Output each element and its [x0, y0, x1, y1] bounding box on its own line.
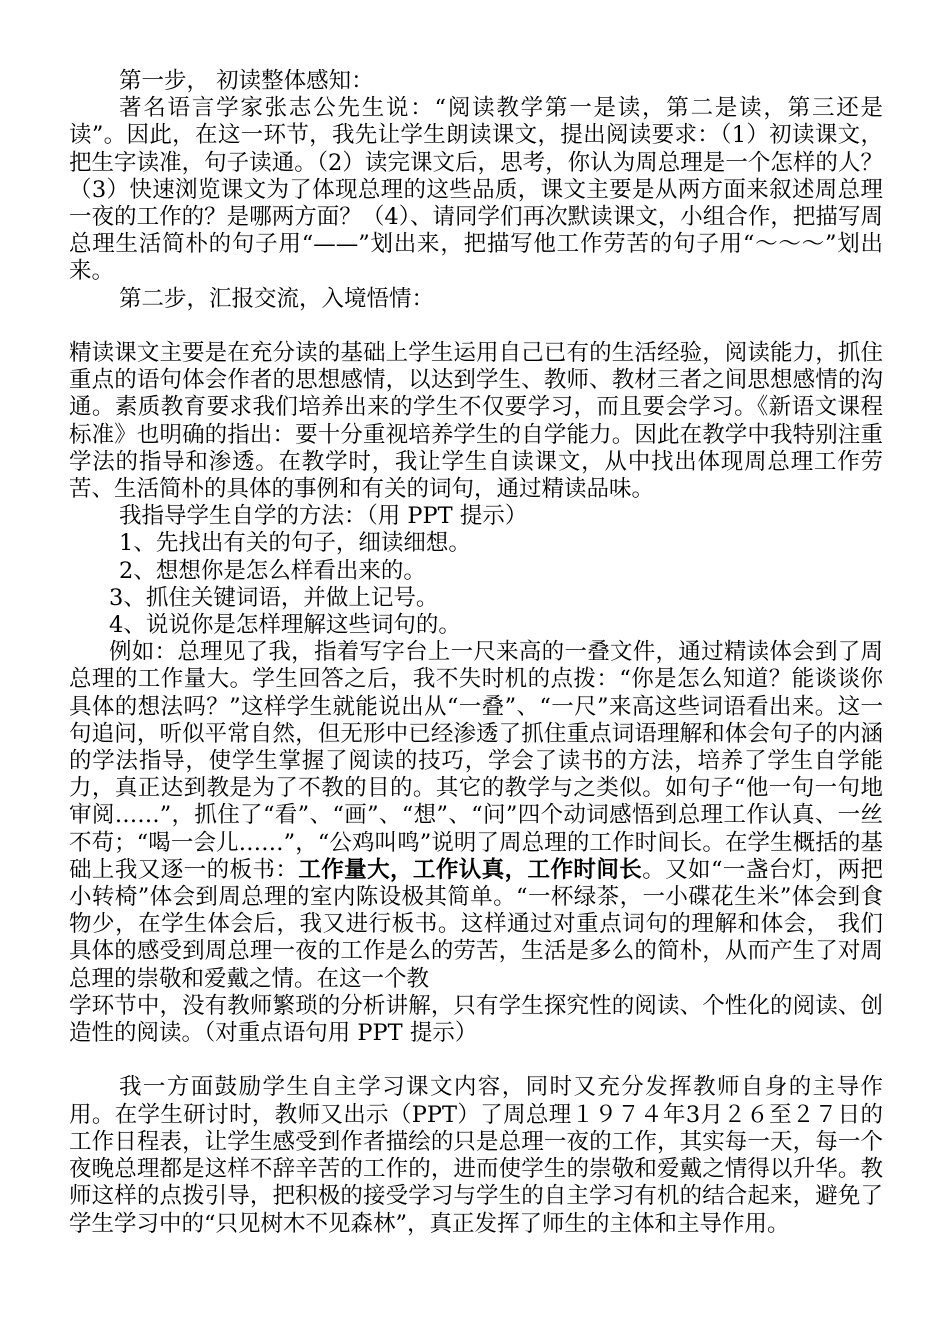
method-item: 1、先找出有关的句子，细读细想。 — [119, 530, 471, 557]
blank-line — [69, 313, 883, 340]
blank-line — [69, 1047, 883, 1074]
document-page — [69, 68, 883, 1238]
method-item: 2、想想你是怎么样看出来的。 — [119, 557, 426, 584]
step1-paragraph: 著名语言学家张志公先生说：“阅读教学第一是读，第二是读，第三还是读”。因此，在这一环节，我先让学生朗读课文，提出阅读要求：（1）初读课文，把生字读准，句子读通。（2）读完课文后，思考，你认为周总理是一个怎样的人？（3）快速浏览课文为了体现总理的这些品质，课文主要是从两方面来叙述周总理一夜的工作的？是哪两方面？（4）、请同学们再次默读课文，小组合作，把描写周总理生活简朴的句子用“——”划出来，把描写他工作劳苦的句子用“～～～”划出来。 — [69, 95, 883, 285]
method-item: 3、抓住关键词语，并做上记号。 — [109, 584, 439, 611]
example-text-part2: 。又如“一盏台灯，两把小转椅”体会到周总理的室内陈设极其简单。“一杯绿茶，一小碟花生米”体会到食物少，在学生体会后，我又进行板书。这样通过对重点词句的理解和体会， 我们具体的感受到周总理一夜的工作是么的劳苦，生活是多么的简朴，从而产生了对周总理的崇敬和爱戴之情。在这一个教 — [69, 856, 883, 992]
example-text-part1: 例如：总理见了我，指着写字台上一尺来高的一叠文件，通过精读体会到了周总理的工作量大。学生回答之后，我不失时机的点拨：“你是怎么知道？能谈谈你具体的想法吗？”这样学生就能说出从“一叠”、“一尺”来高这些词语看出来。这一句追问，听似平常自然，但无形中已经渗透了抓住重点词语理解和体会句子的内涵的学法指导，使学生掌握了阅读的技巧，学会了读书的方法，培养了学生自学能力，真正达到教是为了不教的目的。其它的教学与之类似。如句子“他一句一句地审阅……”，抓住了“看”、“画”、“想”、“问”四个动词感悟到总理工作认真、一丝不苟；“喝一会儿……”，“公鸡叫鸣”说明了周总理的工作时间长。在学生概括的基础上我又逐一的板书： — [69, 639, 883, 883]
method-item: 4、说说你是怎样理解这些词句的。 — [109, 612, 461, 639]
example-paragraph — [69, 639, 883, 993]
final-paragraph: 我一方面鼓励学生自主学习课文内容，同时又充分发挥教师自身的主导作用。在学生研讨时，教师又出示（PPT）了周总理１９７４年3月２６至２７日的工作日程表，让学生感受到作者描绘的只是总理一夜的工作，其实每一天，每一个夜晚总理都是这样不辞辛苦的工作的，进而使学生的崇敬和爱戴之情得以升华。教师这样的点拨引导，把积极的接受学习与学生的自主学习有机的结合起来，避免了学生学习中的“只见树木不见森林”，真正发挥了师生的主体和主导作用。 — [69, 1074, 883, 1237]
intensive-reading-paragraph: 精读课文主要是在充分读的基础上学生运用自己已有的生活经验，阅读能力，抓住重点的语句体会作者的思想感情，以达到学生、教师、教材三者之间思想感情的沟通。素质教育要求我们培养出来的学生不仅要学习，而且要会学习。《新语文课程标准》也明确的指出：要十分重视培养学生的自学能力。因此在教学中我特别注重学法的指导和渗透。在教学时，我让学生自读课文，从中找出体现周总理工作劳苦、生活简朴的具体的事例和有关的词句，通过精读品味。 — [69, 340, 883, 503]
example-paragraph-continued: 学环节中，没有教师繁琐的分析讲解，只有学生探究性的阅读、个性化的阅读、创造性的阅读。（对重点语句用 PPT 提示） — [69, 992, 883, 1047]
method-intro: 我指导学生自学的方法：（用 PPT 提示） — [119, 503, 528, 530]
step2-heading: 第二步，汇报交流，入境悟情： — [119, 285, 435, 312]
board-writing-bold: 工作量大，工作认真，工作时间长 — [298, 856, 643, 883]
step1-heading: 第一步， 初读整体感知： — [119, 68, 374, 94]
